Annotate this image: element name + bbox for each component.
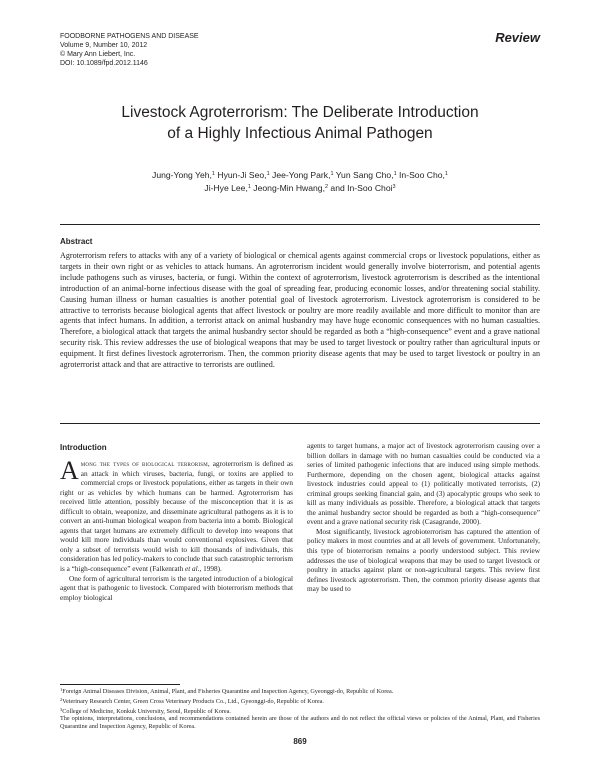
abstract-bottom-rule bbox=[60, 423, 540, 424]
author-affiliation-sup: 1 bbox=[211, 171, 215, 177]
author-name: Ji-Hye Lee, bbox=[204, 183, 248, 193]
left-column bbox=[60, 456, 293, 603]
article-title bbox=[60, 102, 540, 144]
intro-paragraph-1-end: , 1998). bbox=[199, 565, 222, 574]
abstract-top-rule bbox=[60, 224, 540, 225]
author-name: Hyun-Ji Seo, bbox=[214, 170, 267, 180]
journal-meta bbox=[60, 32, 320, 68]
footnote-rule bbox=[60, 684, 180, 685]
author-affiliation-sup: 1 bbox=[266, 171, 270, 177]
footnote-item bbox=[60, 686, 540, 696]
journal-copyright: © Mary Ann Liebert, Inc. bbox=[60, 51, 136, 58]
author-name: Jung-Yong Yeh, bbox=[152, 170, 212, 180]
author-line-1 bbox=[60, 168, 540, 181]
drop-cap: A bbox=[60, 456, 79, 485]
footnote-text: College of Medicine, Konkuk University, Seoul, Republic of Korea. bbox=[62, 707, 231, 715]
author-list bbox=[60, 168, 540, 194]
footnote-text: The opinions, interpretations, conclusions, and recommendations contained herein are those of the authors and do not reflect the official views or policies of the Animal, Plant, and Fisheries Quarantine and Inspection Agency, Republic of Korea. bbox=[60, 715, 540, 731]
footnote-text: Veterinary Research Center, Green Cross Veterinary Products Co., Ltd., Gyeonggi-do, Republic of Korea. bbox=[62, 697, 324, 705]
intro-paragraph-4: Most significantly, livestock agrobioterrorism has captured the attention of policy makers in most countries and at all levels of government. Unfortunately, this type of bioterrorism remains a poorly understood subject. This review addresses the use of biological weapons that may be used to target livestock or poultry in attacks against plant or non-agricultural targets. This review first defines livestock agroterrorism. Then, the common priority disease agents that may be used to bbox=[307, 527, 540, 594]
abstract-heading: Abstract bbox=[60, 237, 93, 246]
author-affiliation-sup: 1 bbox=[444, 171, 448, 177]
right-column bbox=[307, 442, 540, 595]
author-affiliation-sup: 3 bbox=[392, 184, 396, 190]
author-name: and In-Soo Choi bbox=[328, 183, 393, 193]
author-name: Jee-Yong Park, bbox=[269, 170, 331, 180]
author-affiliation-sup: 1 bbox=[393, 171, 397, 177]
footnote-sup: 1 bbox=[60, 687, 63, 692]
footnote-item bbox=[60, 706, 540, 716]
footnote-sup: 2 bbox=[60, 696, 63, 702]
journal-doi: DOI: 10.1089/fpd.2012.1146 bbox=[60, 60, 148, 67]
intro-paragraph-1-body: agroterrorism is defined as an attack in which viruses, bacteria, fungi, or toxins are applied to commercial crops or livestock populations, either as targets in their own right or as vehicles by which humans can be harmed. Agroterrorism has received little attention, possibly because of the misconception that it is as difficult to obtain, weaponize, and disseminate agricultural pathogens as it is to convert an anti-human biological weapon from bacteria into a bomb. Biological agents that target humans are extremely difficult to develop into weapons that would kill more individuals than would conventional explosives. Given that only a subset of terrorists would wish to kill thousands of individuals, this consideration has led policy-makers to conclude that such catastrophic terrorism is a “high-consequence” event (Falkenrath bbox=[60, 460, 293, 574]
intro-smallcaps-lead: mong the types of biological terrorism, bbox=[80, 460, 210, 468]
title-line-2: of a Highly Infectious Animal Pathogen bbox=[167, 125, 433, 142]
intro-paragraph-1 bbox=[60, 456, 293, 575]
footnote-item bbox=[60, 715, 540, 731]
title-line-1: Livestock Agroterrorism: The Deliberate Introduction bbox=[121, 104, 479, 121]
author-affiliation-sup: 1 bbox=[247, 184, 251, 190]
intro-citation-etal: et al. bbox=[185, 565, 200, 574]
intro-paragraph-2: One form of agricultural terrorism is the targeted introduction of a biological agent that is pathogenic to livestock. Compared with bioterrorism methods that employ biological bbox=[60, 574, 293, 602]
author-name: Yun Sang Cho, bbox=[333, 170, 394, 180]
page-number: 869 bbox=[293, 737, 307, 746]
author-name: In-Soo Cho, bbox=[396, 170, 445, 180]
journal-volume: Volume 9, Number 10, 2012 bbox=[60, 42, 148, 49]
section-label: Review bbox=[495, 30, 540, 45]
journal-name: FOODBORNE PATHOGENS AND DISEASE bbox=[60, 33, 199, 40]
author-affiliation-sup: 1 bbox=[330, 171, 334, 177]
intro-paragraph-3: agents to target humans, a major act of livestock agroterrorism causing over a billion dollars in damage with no human casualties could be conducted via a series of limited pathogenic infections that are induced using simple methods. Furthermore, depending on the chosen agent, biological attacks against livestock industries could appeal to (1) politically motivated terrorists, (2) criminal groups seeking financial gain, and (3) apocalyptic groups who seek to kill as many individuals as possible. Therefore, a biological attack that targets the animal husbandry sector should be regarded as both a “high-consequence” event and a grave national security risk (Casagrande, 2000). bbox=[307, 442, 540, 527]
author-line-2 bbox=[60, 181, 540, 194]
author-name: Jeong-Min Hwang, bbox=[250, 183, 325, 193]
footnote-text: Foreign Animal Diseases Division, Animal, Plant, and Fisheries Quarantine and Inspection Agency, Gyeonggi-do, Republic of Korea. bbox=[62, 688, 394, 695]
author-affiliation-sup: 2 bbox=[324, 184, 329, 190]
footnote-item bbox=[60, 696, 540, 706]
footnotes bbox=[60, 686, 540, 731]
abstract-text: Agroterrorism refers to attacks with any of a variety of biological or chemical agents against commercial crops or livestock populations, either as targets in their own right or as vehicles to attack humans. An agroterrorism incident would generally involve bioterrorism, and potential agents include pathogens such as viruses, bacteria, or fungi. Within the context of agroterrorism, livestock agroterrorism is described as the intentional introduction of an animal-borne infectious disease with the goal of spreading fear, producing economic losses, and/or threatening social stability. Causing human illness or human casualties is another potential goal of livestock agroterrorism. Livestock agroterrorism is considered to be attractive to terrorists because biological agents that affect livestock or poultry are more readily available and more difficult to monitor than are agents that infect humans. In addition, a terrorist attack on animal husbandry may have huge economic consequences with no human casualties. Therefore, a biological attack that targets the animal husbandry sector should be regarded as both a “high-consequence” event and a grave national security risk. This review addresses the use of biological weapons that may be used to target livestock or poultry rather than agricultural inputs or equipment. It first defines livestock agroterrorism. Then, the common priority disease agents that may be used to target livestock or poultry in an agroterrorist attack and that are attractive to terrorists are outlined. bbox=[60, 251, 540, 370]
introduction-heading: Introduction bbox=[60, 443, 107, 452]
footnote-sup: 3 bbox=[60, 706, 63, 712]
